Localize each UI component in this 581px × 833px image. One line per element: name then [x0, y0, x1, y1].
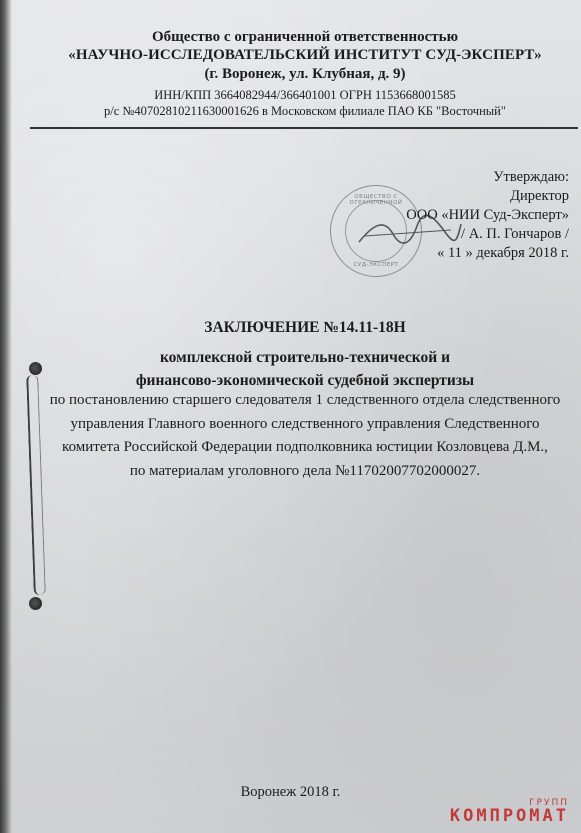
basis-line: по материалам уголовного дела №11702007702000027.	[129, 462, 481, 479]
footer-city-year: Воронеж 2018 г.	[240, 784, 341, 800]
letterhead	[40, 28, 570, 119]
watermark-big: КОМПРОМАТ	[449, 806, 569, 826]
org-address: (г. Воронеж, ул. Клубная, д. 9)	[204, 66, 406, 82]
org-registration: ИНН/КПП 3664082944/366401001 ОГРН 1153668001585	[154, 88, 456, 102]
org-bank-account: р/с №40702810211630001626 в Московском филиале ПАО КБ "Восточный"	[104, 104, 506, 118]
document-subtitle-1: комплексной строительно-технической и	[159, 349, 451, 366]
approval-organization: ООО «НИИ Суд-Эксперт»	[406, 207, 569, 223]
binding-hole	[29, 597, 42, 610]
binding-edge	[0, 0, 12, 833]
watermark-small: ГРУПП	[529, 798, 569, 808]
document-title-block	[40, 318, 570, 392]
document-title: ЗАКЛЮЧЕНИЕ №14.11-18Н	[204, 319, 406, 336]
basis-line: комитета Российской Федерации подполковника юстиции Козловцева Д.М.,	[62, 439, 548, 455]
letterhead-divider	[30, 127, 578, 129]
document-basis	[36, 389, 574, 483]
document-subtitle-2: финансово-экономической судебной экспертизы	[135, 372, 475, 389]
approval-label: Утверждаю:	[493, 169, 569, 185]
approval-date: « 11 » декабря 2018 г.	[437, 245, 569, 261]
watermark	[450, 798, 569, 825]
approval-signatory: / А. П. Гончаров /	[461, 226, 569, 242]
approval-block	[406, 168, 569, 263]
seal-text-top: ОБЩЕСТВО С ОГРАНИЧЕННОЙ	[349, 194, 403, 206]
basis-line: управления Главного военного следственного управления Следственного	[70, 415, 540, 432]
seal-text-bottom: СУД-ЭКСПЕРТ	[353, 262, 399, 268]
org-name: «НАУЧНО-ИССЛЕДОВАТЕЛЬСКИЙ ИНСТИТУТ СУД-ЭКСПЕРТ»	[68, 47, 542, 63]
org-type: Общество с ограниченной ответственностью	[151, 29, 459, 45]
approval-position: Директор	[510, 188, 569, 204]
basis-line: по постановлению старшего следователя 1 следственного отдела следственного	[49, 392, 561, 408]
